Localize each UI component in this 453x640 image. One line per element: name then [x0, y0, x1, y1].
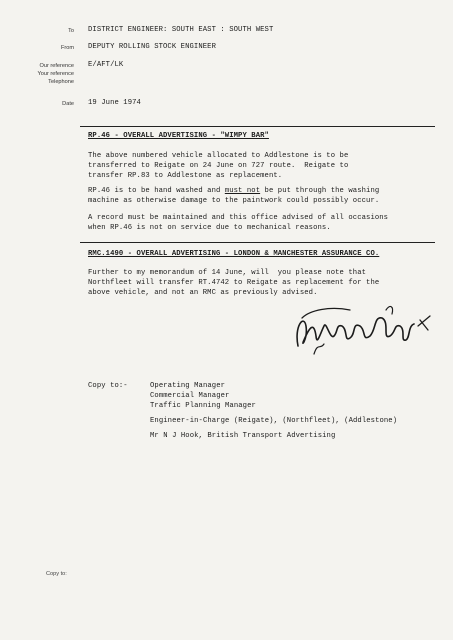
para2-text-b: be put through the washing machine as otherwise damage to the paintwork could possibly occur. — [88, 187, 380, 205]
section2-paragraph-1: Further to my memorandum of 14 June, will you please note that Northfleet will transfer RT.4742 to Reigate as replacement for the above vehicle, and not an RMC as previously advised. — [88, 269, 380, 297]
copy-recipient: Commercial Manager — [150, 392, 230, 400]
footer-copy-to-label: Copy to: — [46, 571, 67, 577]
section1-paragraph-2 — [88, 186, 428, 206]
our-reference-value: E/AFT/LK — [88, 61, 124, 69]
copy-recipient: Operating Manager — [150, 382, 226, 390]
top-rule — [80, 126, 435, 127]
para2-text-a: RP.46 is to be hand washed and — [88, 187, 225, 195]
copy-recipient: Traffic Planning Manager — [150, 402, 256, 410]
from-label: From — [60, 45, 74, 51]
copy-to-label: Copy to:- — [88, 382, 128, 390]
copy-recipient: Mr N J Hook, British Transport Advertising — [150, 432, 336, 440]
date-label: Date — [62, 101, 74, 107]
to-value: DISTRICT ENGINEER: SOUTH EAST : SOUTH WEST — [88, 26, 274, 34]
signature-image — [290, 296, 440, 366]
middle-rule — [80, 242, 435, 243]
from-value: DEPUTY ROLLING STOCK ENGINEER — [88, 43, 216, 51]
section1-paragraph-1: The above numbered vehicle allocated to Addlestone is to be transferred to Reigate on 24 June on 727 route. Reigate to transfer RP.83 to Addlestone as replacement. — [88, 152, 349, 180]
to-label: To — [68, 28, 74, 34]
copy-recipient: Engineer-in-Charge (Reigate), (Northfleet), (Addlestone) — [150, 417, 398, 425]
section2-heading: RMC.1490 - OVERALL ADVERTISING - LONDON & MANCHESTER ASSURANCE CO. — [88, 250, 380, 258]
must-not-emphasis: must not — [224, 187, 261, 195]
section1-paragraph-3: A record must be maintained and this office advised of all occasions when RP.46 is not on service due to mechanical reasons. — [88, 214, 389, 232]
your-reference-label: Your reference — [37, 71, 74, 77]
telephone-label: Telephone — [48, 79, 74, 85]
date-value: 19 June 1974 — [88, 99, 141, 107]
section1-heading: RP.46 - OVERALL ADVERTISING - "WIMPY BAR" — [88, 132, 269, 140]
our-reference-label: Our reference — [39, 63, 74, 69]
